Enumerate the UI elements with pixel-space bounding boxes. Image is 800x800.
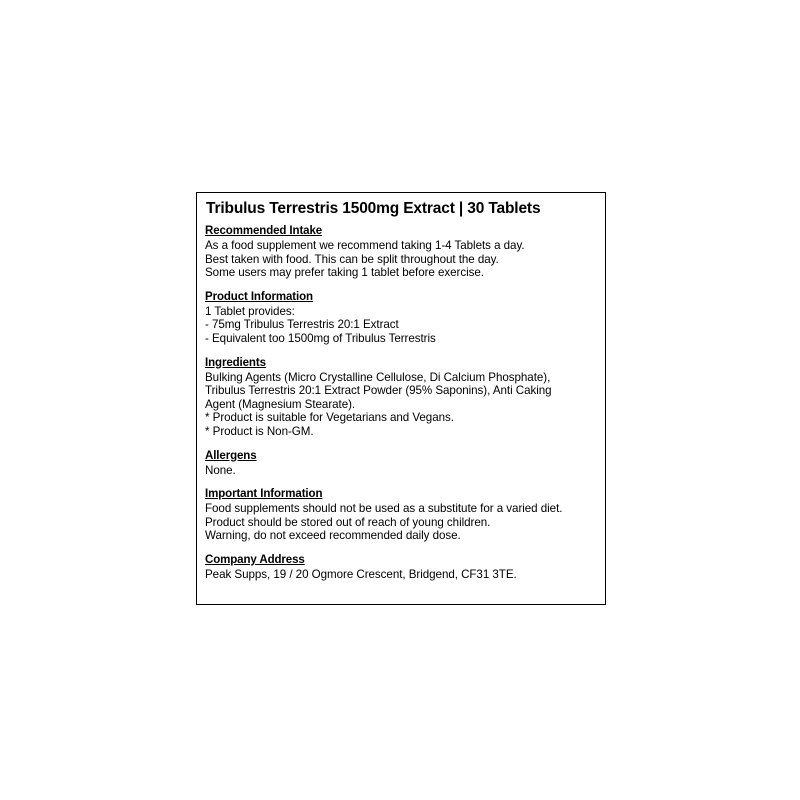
product-label-panel bbox=[196, 192, 606, 605]
section-line: Bulking Agents (Micro Crystalline Cellulose, Di Calcium Phosphate), bbox=[205, 370, 551, 384]
section-line: As a food supplement we recommend taking 1-4 Tablets a day. bbox=[205, 239, 525, 252]
section-line: Warning, do not exceed recommended daily dose. bbox=[205, 529, 461, 543]
section-line: 1 Tablet provides: bbox=[205, 304, 295, 318]
label-section bbox=[203, 353, 600, 439]
section-line: Peak Supps, 19 / 20 Ogmore Crescent, Bridgend, CF31 3TE. bbox=[205, 567, 517, 581]
section-body bbox=[205, 464, 600, 478]
section-heading: Company Address bbox=[205, 553, 305, 566]
section-body bbox=[205, 568, 600, 582]
label-section bbox=[203, 287, 600, 346]
section-line: Tribulus Terrestris 20:1 Extract Powder (95% Saponins), Anti Caking bbox=[205, 384, 552, 398]
section-heading: Product Information bbox=[205, 290, 313, 303]
label-sections bbox=[203, 221, 600, 582]
section-body bbox=[205, 239, 600, 280]
section-body bbox=[205, 305, 600, 346]
section-heading: Important Information bbox=[205, 488, 323, 501]
section-body bbox=[205, 502, 600, 543]
section-line: * Product is Non-GM. bbox=[205, 424, 314, 438]
section-line: None. bbox=[205, 463, 236, 477]
label-section bbox=[203, 446, 600, 478]
section-heading: Ingredients bbox=[205, 356, 266, 369]
section-line: Best taken with food. This can be split throughout the day. bbox=[205, 252, 499, 266]
section-line: Product should be stored out of reach of young children. bbox=[205, 515, 491, 529]
section-line: * Product is suitable for Vegetarians and Vegans. bbox=[205, 411, 454, 425]
section-line: - Equivalent too 1500mg of Tribulus Terrestris bbox=[205, 331, 436, 345]
section-line: Agent (Magnesium Stearate). bbox=[205, 397, 356, 411]
page-title: Tribulus Terrestris 1500mg Extract | 30 Tablets bbox=[206, 200, 541, 217]
section-line: Some users may prefer taking 1 tablet before exercise. bbox=[205, 266, 484, 280]
section-heading: Allergens bbox=[205, 449, 257, 462]
section-line: - 75mg Tribulus Terrestris 20:1 Extract bbox=[205, 318, 399, 332]
section-line: Food supplements should not be used as a substitute for a varied diet. bbox=[205, 502, 563, 516]
section-heading: Recommended Intake bbox=[205, 225, 323, 237]
label-section bbox=[203, 221, 600, 280]
label-section bbox=[203, 550, 600, 582]
label-section bbox=[203, 484, 600, 543]
section-body bbox=[205, 371, 600, 439]
